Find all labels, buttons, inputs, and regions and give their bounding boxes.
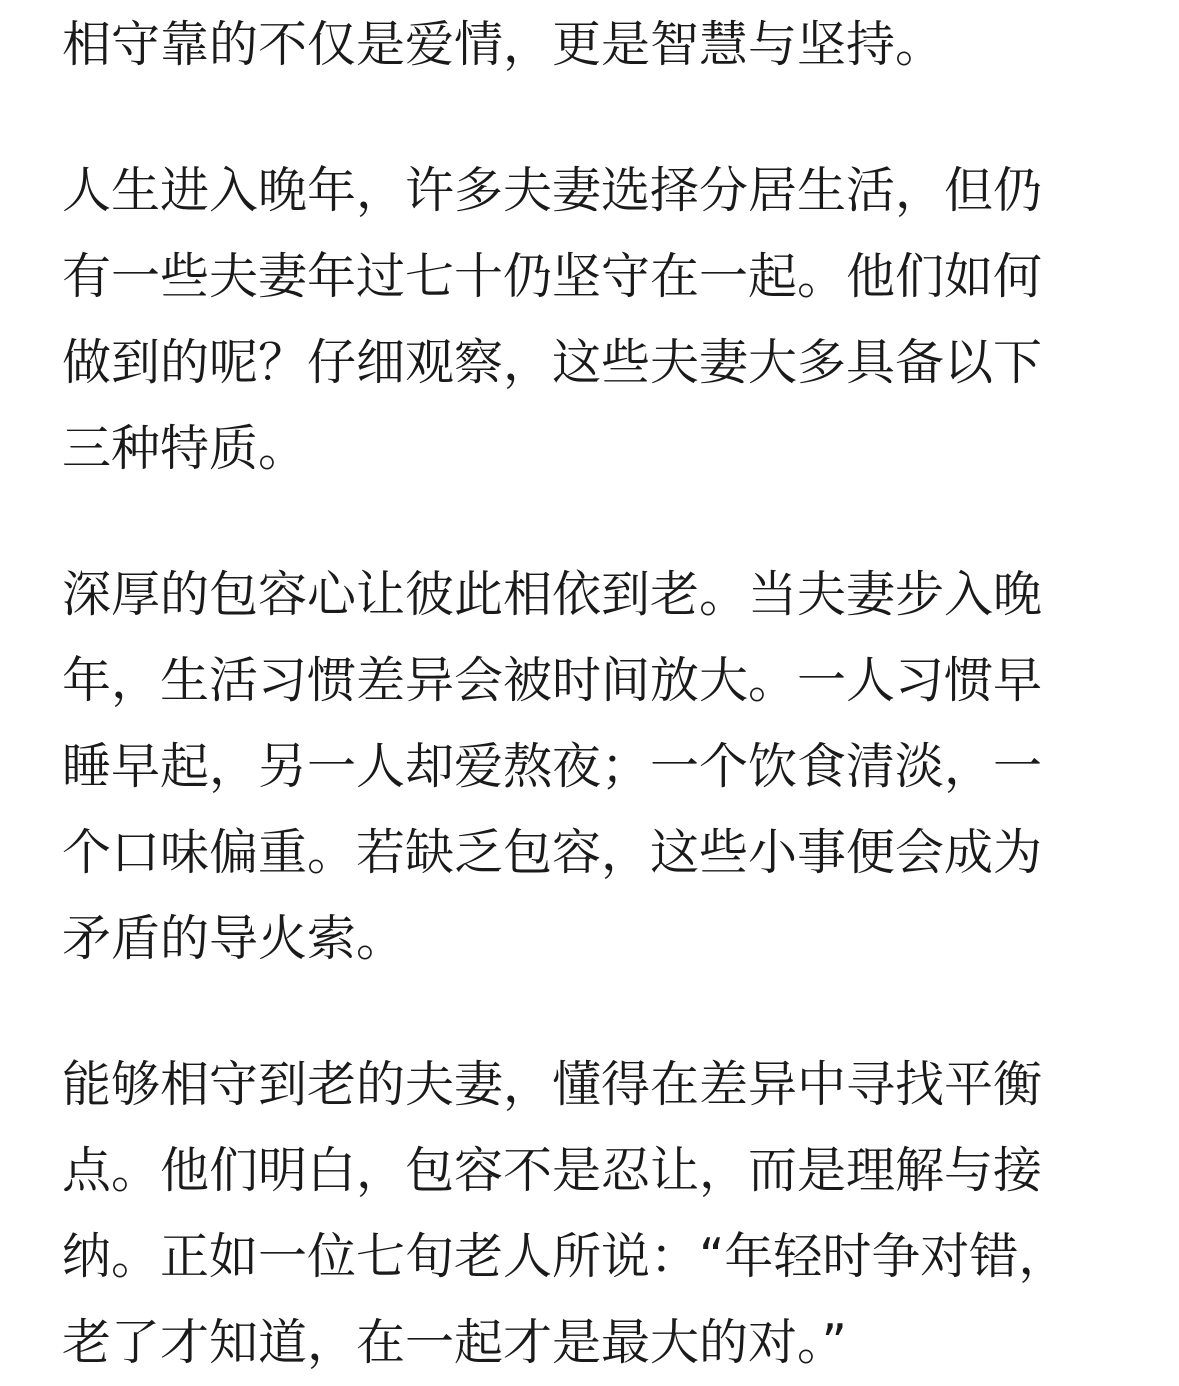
paragraph-line: 年，生活习惯差异会被时间放大。一人习惯早 [62,652,1043,709]
paragraph-line: 人生进入晚年，许多夫妻选择分居生活，但仍 [62,162,1043,219]
paragraph-line: 点。他们明白，包容不是忍让，而是理解与接 [62,1142,1043,1199]
paragraph-line: 睡早起，另一人却爱熬夜；一个饮食清淡，一 [62,738,1043,795]
paragraph-4 [62,1042,1122,1386]
paragraph-line: 相守靠的不仅是爱情，更是智慧与坚持。 [62,16,945,73]
paragraph-line: 深厚的包容心让彼此相依到老。当夫妻步入晚 [62,566,1043,623]
article-body [62,0,1122,1386]
paragraph-line: 有一些夫妻年过七十仍坚守在一起。他们如何 [62,248,1043,305]
paragraph-2 [62,148,1122,492]
paragraph-1 [62,2,1122,88]
paragraph-line: 老了才知道，在一起才是最大的对。” [62,1314,847,1371]
paragraph-line: 纳。正如一位七旬老人所说：“年轻时争对错， [62,1228,1068,1285]
paragraph-line: 个口味偏重。若缺乏包容，这些小事便会成为 [62,824,1043,881]
paragraph-line: 三种特质。 [62,420,308,477]
paragraph-line: 做到的呢？仔细观察，这些夫妻大多具备以下 [62,334,1043,391]
paragraph-3 [62,552,1122,982]
paragraph-line: 能够相守到老的夫妻，懂得在差异中寻找平衡 [62,1056,1043,1113]
paragraph-line: 矛盾的导火索。 [62,910,406,967]
